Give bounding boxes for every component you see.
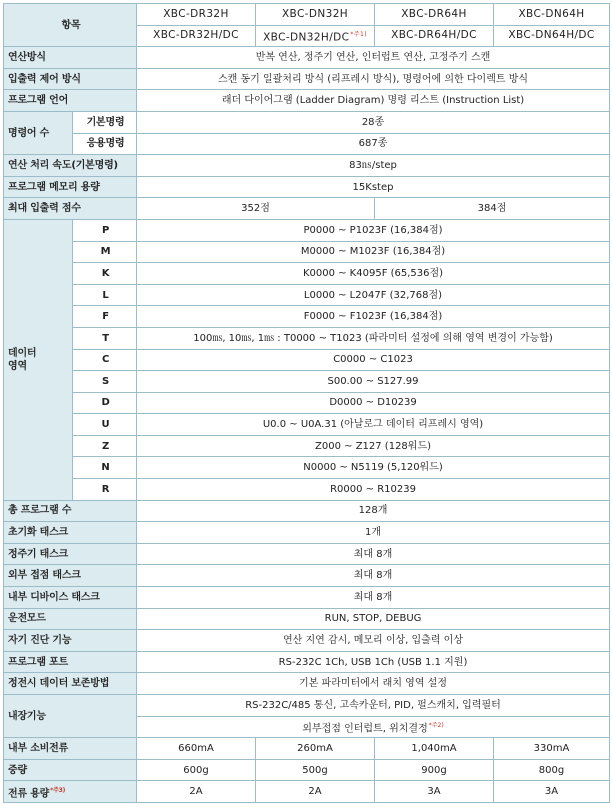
row-instructions-basic	[4, 111, 610, 133]
device-name: U	[73, 414, 137, 436]
row-total-programs	[4, 500, 610, 522]
label-builtin: 내장기능	[4, 695, 137, 738]
spec-table	[3, 3, 610, 803]
label-instructions-applied: 응용명령	[73, 133, 137, 155]
row-device-c	[4, 349, 610, 371]
label-program-language: 프로그램 언어	[4, 90, 137, 112]
label-speed: 연산 처리 속도(기본명령)	[4, 155, 137, 177]
label-max-io: 최대 입출력 점수	[4, 198, 137, 220]
model-variant-2: XBC-DN32H/DC	[263, 31, 350, 44]
row-device-s	[4, 371, 610, 393]
label-data-area	[4, 219, 73, 500]
value-weight-1: 600g	[137, 759, 256, 781]
row-builtin-1	[4, 695, 610, 717]
footnote-2: *주2)	[428, 721, 444, 729]
device-name: L	[73, 284, 137, 306]
device-name: T	[73, 327, 137, 349]
value-weight-2: 500g	[256, 759, 375, 781]
model-variant-3: XBC-DR64H/DC	[375, 25, 494, 47]
label-memory: 프로그램 메모리 용량	[4, 176, 137, 198]
value-external-task: 최대 8개	[137, 565, 610, 587]
label-total-programs: 총 프로그램 수	[4, 500, 137, 522]
device-name: P	[73, 219, 137, 241]
model-name-1: XBC-DR32H	[137, 4, 256, 26]
label-external-task: 외부 접점 태스크	[4, 565, 137, 587]
device-range: N0000 ~ N5119 (5,120워드)	[137, 457, 610, 479]
row-self-diag	[4, 630, 610, 652]
model-name-3: XBC-DR64H	[375, 4, 494, 26]
row-device-k	[4, 263, 610, 285]
device-name: Z	[73, 435, 137, 457]
device-name: C	[73, 349, 137, 371]
device-range: U0.0 ~ U0A.31 (아날로그 데이터 리프레시 영역)	[137, 414, 610, 436]
device-range: 100㎳, 10㎳, 1㎳ : T0000 ~ T1023 (파라미터 설정에 의해 영역 변경이 가능함)	[137, 327, 610, 349]
row-device-f	[4, 306, 610, 328]
model-name-2: XBC-DN32H	[256, 4, 375, 26]
model-variant-1: XBC-DR32H/DC	[137, 25, 256, 47]
row-device-p	[4, 219, 610, 241]
value-current-1: 660mA	[137, 738, 256, 760]
value-instructions-basic: 28종	[137, 111, 610, 133]
value-init-task: 1개	[137, 522, 610, 544]
row-internal-task	[4, 587, 610, 609]
value-current-2: 260mA	[256, 738, 375, 760]
row-capacity	[4, 781, 610, 803]
device-range: C0000 ~ C1023	[137, 349, 610, 371]
device-range: L0000 ~ L2047F (32,768점)	[137, 284, 610, 306]
row-device-l	[4, 284, 610, 306]
row-instructions-applied	[4, 133, 610, 155]
value-weight-3: 900g	[375, 759, 494, 781]
device-name: K	[73, 263, 137, 285]
device-range: S00.00 ~ S127.99	[137, 371, 610, 393]
value-capacity-1: 2A	[137, 781, 256, 803]
row-speed	[4, 155, 610, 177]
device-name: D	[73, 392, 137, 414]
model-variant-cell-2	[256, 25, 375, 47]
row-device-n	[4, 457, 610, 479]
row-power-fail	[4, 673, 610, 695]
device-range: F0000 ~ F1023F (16,384점)	[137, 306, 610, 328]
value-weight-4: 800g	[494, 759, 610, 781]
value-program-port: RS-232C 1Ch, USB 1Ch (USB 1.1 지원)	[137, 651, 610, 673]
row-device-r	[4, 479, 610, 501]
value-run-mode: RUN, STOP, DEBUG	[137, 608, 610, 630]
row-run-mode	[4, 608, 610, 630]
value-internal-task: 최대 8개	[137, 587, 610, 609]
label-weight: 중량	[4, 759, 137, 781]
value-io-control: 스캔 동기 일괄처리 방식 (리프레시 방식), 명령어에 의한 다이렉트 방식	[137, 68, 610, 90]
label-internal-task: 내부 디바이스 태스크	[4, 587, 137, 609]
device-name: F	[73, 306, 137, 328]
value-capacity-2: 2A	[256, 781, 375, 803]
label-self-diag: 자기 진단 기능	[4, 630, 137, 652]
value-self-diag: 연산 지연 감시, 메모리 이상, 입출력 이상	[137, 630, 610, 652]
row-program-language	[4, 90, 610, 112]
value-builtin-line1: RS-232C/485 통신, 고속카운터, PID, 펄스캐치, 입력필터	[137, 695, 610, 717]
value-builtin-line2: 외부접점 인터럽트, 위치결정	[302, 723, 428, 735]
row-weight	[4, 759, 610, 781]
device-name: N	[73, 457, 137, 479]
header-row-1	[4, 4, 610, 26]
footnote-3: *주3)	[50, 786, 66, 794]
label-init-task: 초기화 태스크	[4, 522, 137, 544]
row-current	[4, 738, 610, 760]
label-instructions: 명령어 수	[4, 111, 73, 154]
row-external-task	[4, 565, 610, 587]
value-current-4: 330mA	[494, 738, 610, 760]
row-device-d	[4, 392, 610, 414]
value-power-fail: 기본 파라미터에서 래치 영역 설정	[137, 673, 610, 695]
device-name: S	[73, 371, 137, 393]
label-operation-method: 연산방식	[4, 47, 137, 69]
header-item-label: 항목	[4, 4, 137, 47]
footnote-1: *주1)	[350, 30, 367, 38]
value-capacity-3: 3A	[375, 781, 494, 803]
row-max-io	[4, 198, 610, 220]
device-name: R	[73, 479, 137, 501]
label-data-area-line1: 데이터	[8, 347, 37, 359]
row-device-m	[4, 241, 610, 263]
value-current-3: 1,040mA	[375, 738, 494, 760]
label-power-fail: 정전시 데이터 보존방법	[4, 673, 137, 695]
value-speed: 83㎱/step	[137, 155, 610, 177]
label-capacity: 전류 용량	[8, 787, 50, 799]
model-name-4: XBC-DN64H	[494, 4, 610, 26]
value-total-programs: 128개	[137, 500, 610, 522]
device-range: R0000 ~ R10239	[137, 479, 610, 501]
device-range: Z000 ~ Z127 (128워드)	[137, 435, 610, 457]
device-range: D0000 ~ D10239	[137, 392, 610, 414]
device-range: K0000 ~ K4095F (65,536점)	[137, 263, 610, 285]
device-name: M	[73, 241, 137, 263]
row-init-task	[4, 522, 610, 544]
row-memory	[4, 176, 610, 198]
row-device-t	[4, 327, 610, 349]
label-capacity-cell	[4, 781, 137, 803]
row-device-u	[4, 414, 610, 436]
value-instructions-applied: 687종	[137, 133, 610, 155]
value-capacity-4: 3A	[494, 781, 610, 803]
row-program-port	[4, 651, 610, 673]
value-program-language: 래더 다이어그램 (Ladder Diagram) 명령 리스트 (Instruction List)	[137, 90, 610, 112]
device-range: M0000 ~ M1023F (16,384점)	[137, 241, 610, 263]
value-operation-method: 반복 연산, 정주기 연산, 인터럽트 연산, 고정주기 스캔	[137, 47, 610, 69]
model-variant-4: XBC-DN64H/DC	[494, 25, 610, 47]
row-operation-method	[4, 47, 610, 69]
row-device-z	[4, 435, 610, 457]
value-max-io-32: 352점	[137, 198, 375, 220]
label-program-port: 프로그램 포트	[4, 651, 137, 673]
label-instructions-basic: 기본명령	[73, 111, 137, 133]
value-builtin-line2-cell	[137, 716, 610, 738]
row-cyclic-task	[4, 543, 610, 565]
label-io-control: 입출력 제어 방식	[4, 68, 137, 90]
row-io-control	[4, 68, 610, 90]
label-data-area-line2: 영역	[8, 360, 27, 372]
label-cyclic-task: 정주기 태스크	[4, 543, 137, 565]
device-range: P0000 ~ P1023F (16,384점)	[137, 219, 610, 241]
label-run-mode: 운전모드	[4, 608, 137, 630]
label-current: 내부 소비전류	[4, 738, 137, 760]
value-cyclic-task: 최대 8개	[137, 543, 610, 565]
value-memory: 15Kstep	[137, 176, 610, 198]
value-max-io-64: 384점	[375, 198, 610, 220]
